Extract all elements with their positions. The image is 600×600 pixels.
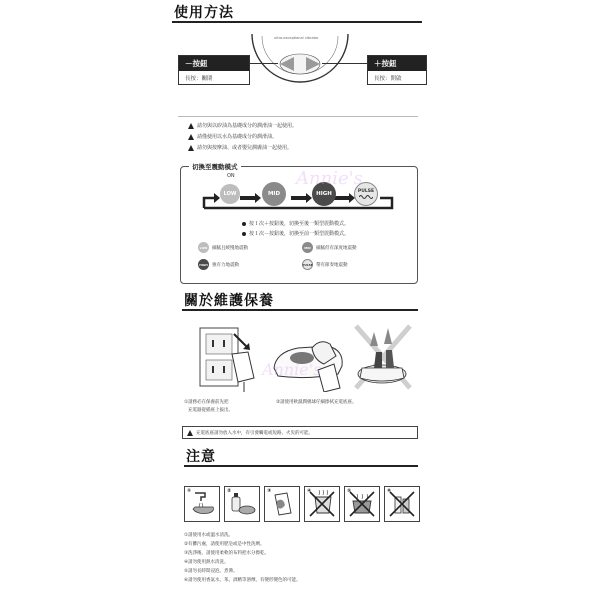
instruction-row: 按１次－按鈕後，切換至前一類型震動模式。: [242, 230, 349, 237]
legend-low-text: 細膩且緩慢地震動: [212, 245, 248, 251]
legend-item-mid: [302, 242, 357, 253]
faucet-wash-icon: [187, 489, 217, 519]
instruction-row: 按１次＋按鈕後，切換至後一類型震動模式。: [242, 220, 349, 227]
mode-legend: [198, 242, 398, 278]
device-brand-label: ultra-exceptional vibrator: [274, 36, 319, 40]
care-heading: 關於維護保養: [184, 293, 274, 309]
mode-high-circle: HIGH: [312, 182, 336, 206]
mode-mid-circle: MID: [262, 182, 286, 206]
no-submerge-illustration: [352, 322, 414, 396]
care-caption-1: ①請務必在保養前先把 充電器從插座上拔出。: [184, 400, 233, 413]
warning-icon: [188, 123, 194, 129]
usage-warnings: [188, 122, 297, 151]
soap-icon: [227, 489, 257, 519]
caution-notes: [184, 532, 301, 583]
caution-icons: [184, 486, 420, 524]
warning-icon: [187, 430, 193, 436]
legend-low-badge: LOW: [198, 242, 209, 253]
no-hot-water-icon: [307, 489, 337, 519]
mode-panel-title: 切換至震動模式: [189, 162, 241, 171]
caution-icon-4: ④: [304, 486, 340, 522]
minus-button-callout: [178, 55, 250, 85]
warning-row: 請勿與按摩油、或者嬰兒潤膚油一起使用。: [188, 144, 297, 151]
no-boil-icon: [347, 489, 377, 519]
cloth-dry-icon: [267, 489, 297, 519]
legend-high-badge: HIGH: [198, 259, 209, 270]
caution-note: ③洗淨後，請使用柔軟的布料把水分擦乾。: [184, 551, 270, 556]
care-heading-rule: [182, 309, 418, 311]
legend-item-high: [198, 259, 239, 270]
outlet-unplug-icon: [196, 322, 266, 394]
legend-item-pulse: [302, 259, 348, 270]
caution-icon-1: ①: [184, 486, 220, 522]
bullet-icon: [242, 232, 246, 236]
caution-note: ④請勿使用熱水清洗。: [184, 560, 229, 565]
usage-heading-rule: [172, 21, 422, 23]
minus-button-label: －按鈕: [179, 56, 249, 71]
care-caption-2: ②請使用軟濕潤棉球仔細擦拭充電底座。: [276, 400, 357, 405]
prohibited-x-icon: [352, 322, 414, 392]
legend-pulse-text: 帶有節奏地震動: [316, 262, 348, 268]
unplug-illustration: [196, 322, 266, 398]
no-solvent-icon: [387, 489, 417, 519]
warning-icon: [188, 134, 194, 140]
bullet-icon: [242, 222, 246, 226]
plus-leader-line: [322, 63, 367, 64]
minus-button-desc: 長按：關閉: [185, 76, 213, 82]
legend-mid-badge: MID: [302, 242, 313, 253]
caution-note: ①請使用水或溫水清洗。: [184, 533, 234, 538]
mode-low-circle: LOW: [220, 184, 240, 204]
plus-button-callout: [367, 55, 427, 85]
warning-row: 請僅使用以水為基礎成分的潤滑油。: [188, 133, 297, 140]
minus-leader-line: [250, 63, 278, 64]
caution-note: ⑥請勿使用香氣水、苯、酒精等溶劑，有變形變色的可能。: [184, 578, 301, 583]
caution-icon-3: ③: [264, 486, 300, 522]
caution-icon-2: ②: [224, 486, 260, 522]
caution-icon-6: ⑥: [384, 486, 420, 522]
warning-row: 請勿與以矽油為基礎成分的潤滑油一起使用。: [188, 122, 297, 129]
legend-mid-text: 細膩但有深度地震動: [316, 245, 357, 251]
mode-pulse-label: PULSE: [357, 188, 375, 194]
plus-button-label: ＋按鈕: [368, 56, 426, 71]
warning-icon: [188, 145, 194, 151]
legend-pulse-badge: PULSE: [302, 259, 313, 270]
legend-item-low: [198, 242, 248, 253]
divider: [178, 116, 418, 117]
care-warning-box: 充電底座請勿放入水中，有引發觸電或短路、火災的可能。: [182, 426, 418, 439]
legend-high-text: 強有力地震動: [212, 262, 239, 268]
caution-heading: 注意: [186, 449, 216, 465]
caution-note: ②有髒污處，請使用肥皂或是中性洗劑。: [184, 542, 265, 547]
usage-heading: 使用方法: [174, 5, 234, 21]
on-label: ON: [227, 173, 235, 179]
pulse-wave-icon: [359, 194, 373, 200]
caution-heading-rule: [184, 465, 418, 467]
mode-instructions: [242, 220, 349, 237]
watermark-logo: Annie's: [296, 168, 363, 189]
caution-note: ⑤請勿長時間浸泡、煮沸。: [184, 569, 238, 574]
caution-icon-5: ⑤: [344, 486, 380, 522]
plus-button-desc: 長按：開啟: [374, 76, 402, 82]
watermark-logo: Annie's: [262, 360, 322, 379]
